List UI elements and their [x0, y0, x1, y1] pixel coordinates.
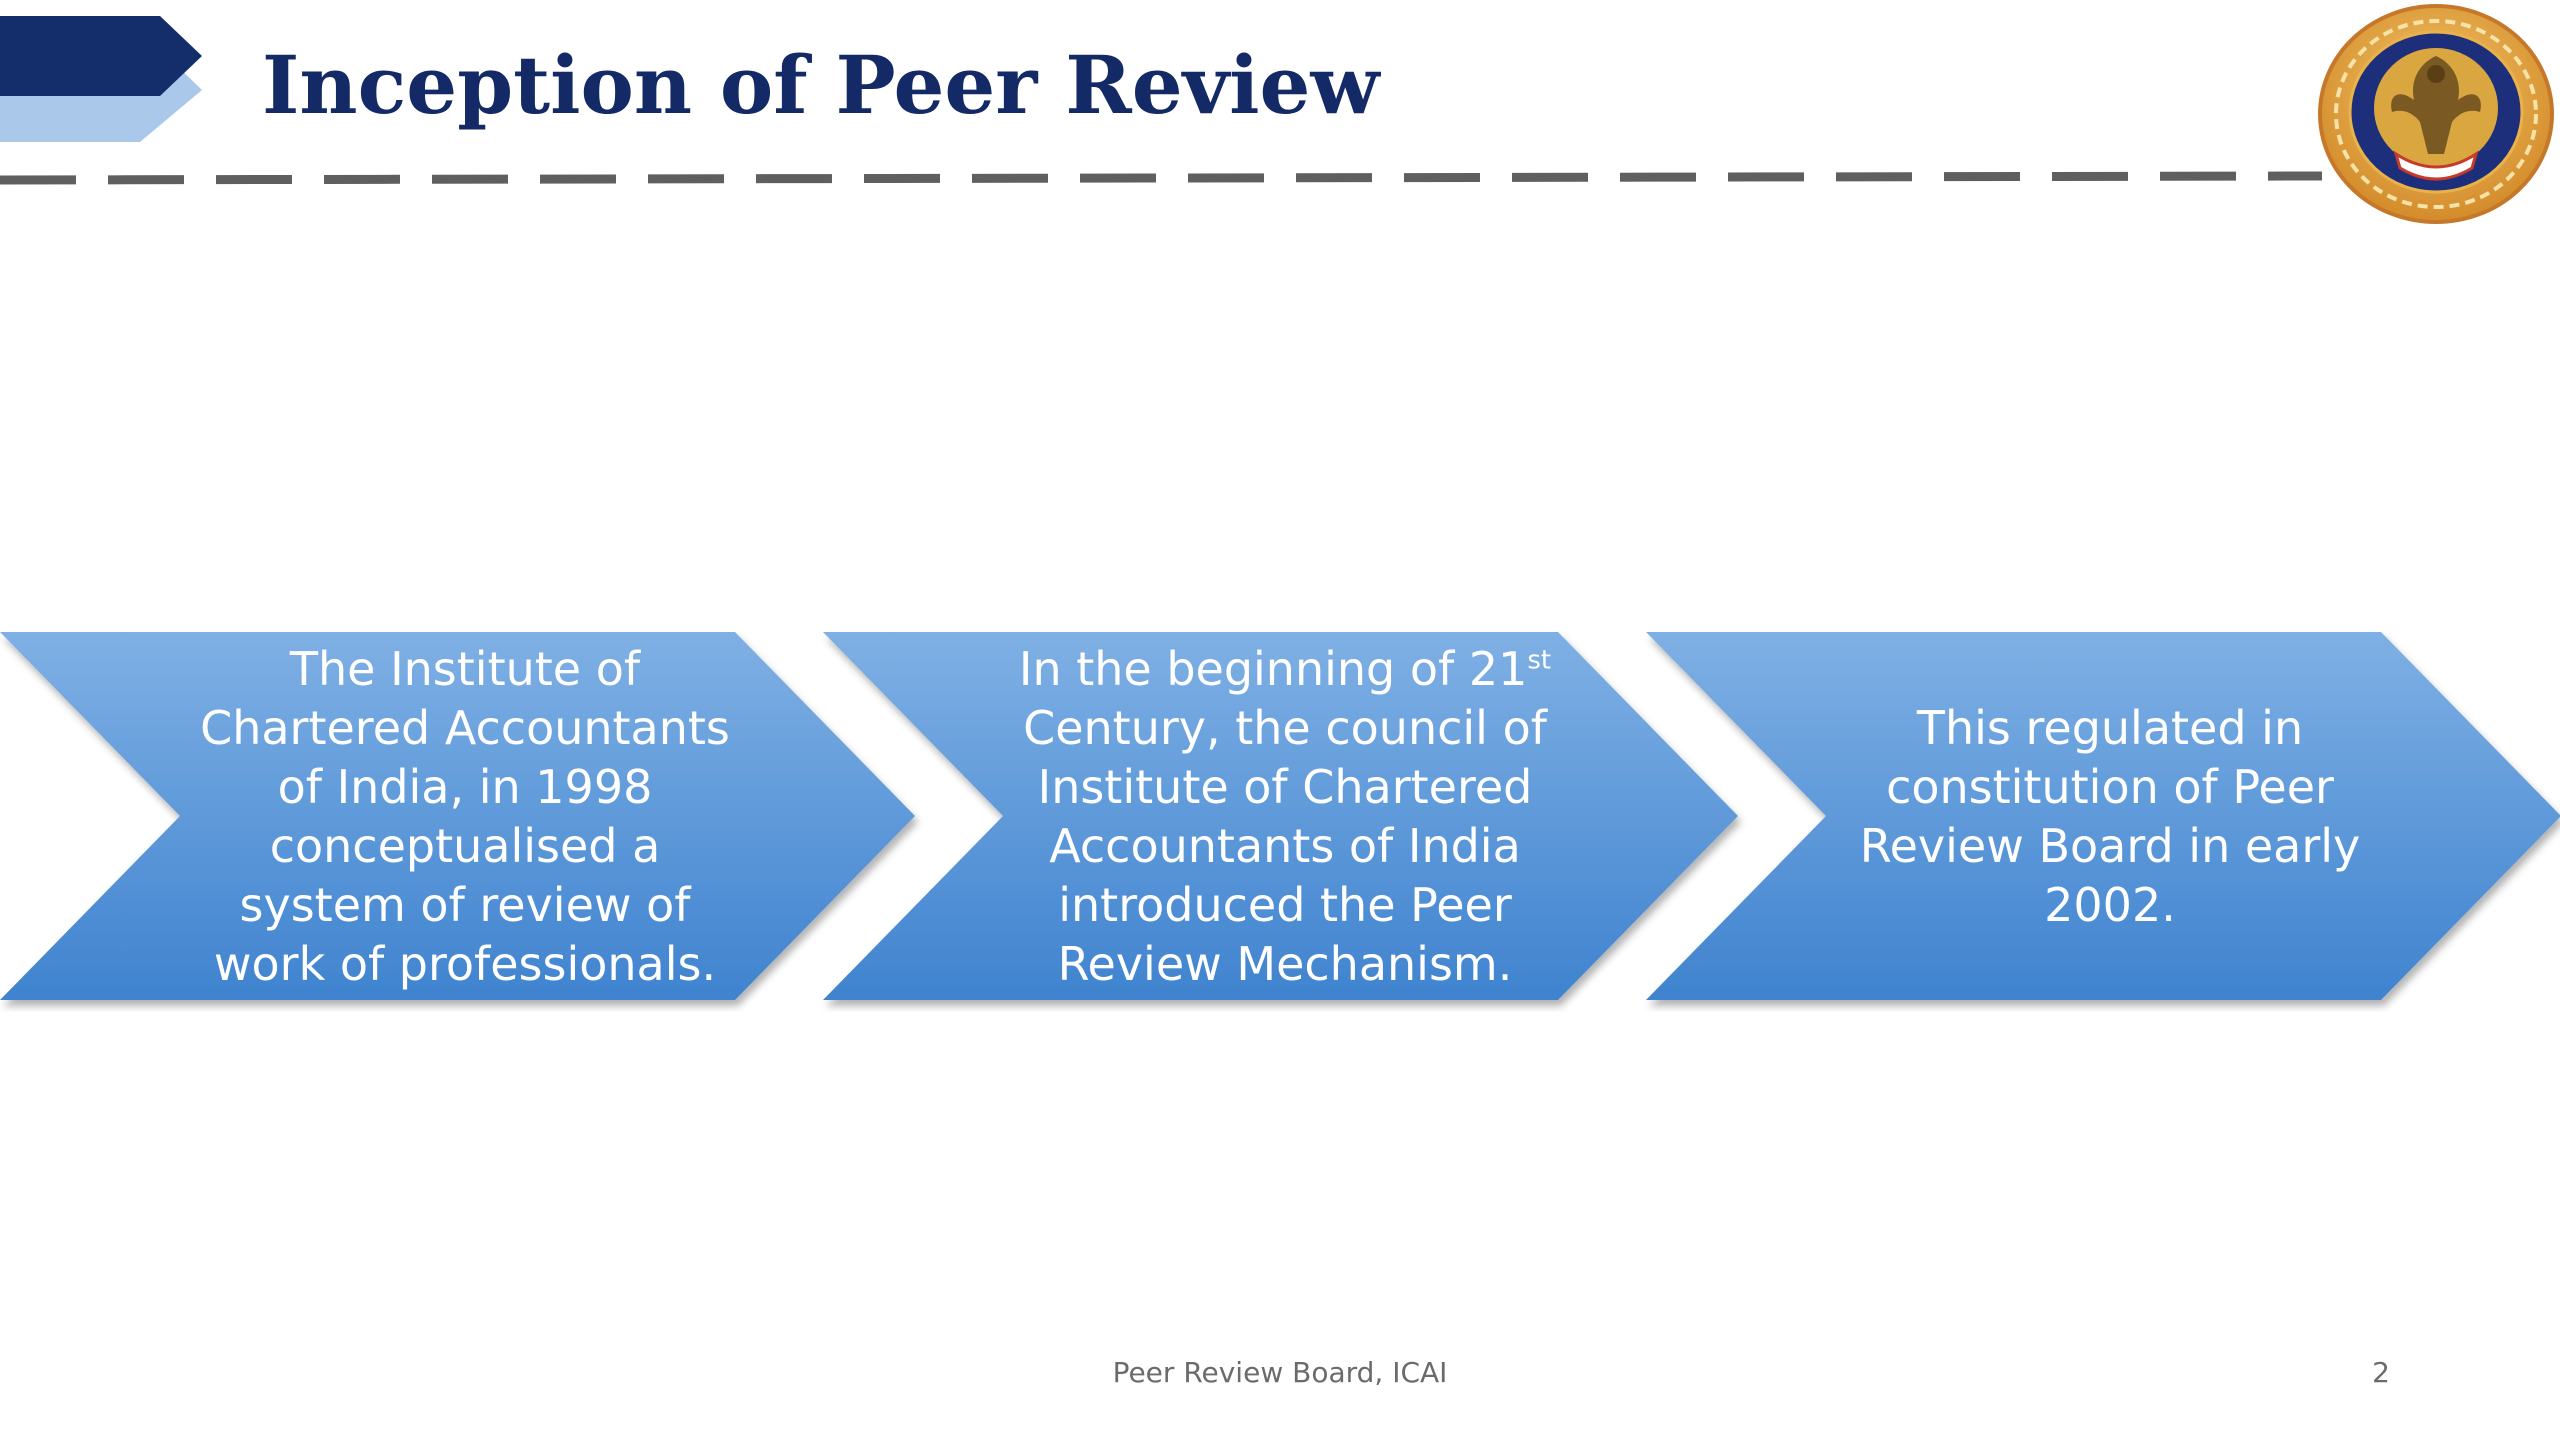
icai-emblem-icon — [2318, 4, 2554, 224]
step-3-line-4: 2002. — [2044, 878, 2176, 932]
step-2-line-1 — [1019, 640, 1551, 699]
step-1-line-1: The Institute of — [289, 642, 641, 696]
step-3-line-3: Review Board in early — [1859, 819, 2361, 873]
dashed-divider — [0, 160, 2340, 196]
step-3-text — [1800, 632, 2420, 1002]
step-2-line-6: Review Mechanism. — [1057, 937, 1513, 991]
step-1-text — [150, 632, 780, 1002]
slide-title: Inception of Peer Review — [262, 38, 1380, 132]
footer-text: Peer Review Board, ICAI — [1112, 1356, 1448, 1389]
step-3-line-1: This regulated in — [1916, 701, 2304, 755]
step-3-line-2: constitution of Peer — [1886, 760, 2334, 814]
page-number: 2 — [2372, 1356, 2390, 1389]
step-1-line-6: work of professionals. — [213, 937, 717, 991]
step-2-line-5: introduced the Peer — [1058, 878, 1512, 932]
step-2-text — [975, 632, 1595, 1002]
step-1-line-4: conceptualised a — [269, 819, 661, 873]
step-2-line-1-prefix: In the beginning of 21 — [1018, 642, 1528, 696]
step-2-line-4: Accountants of India — [1049, 819, 1521, 873]
step-1-line-5: system of review of — [239, 878, 691, 932]
step-2-line-2: Century, the council of — [1023, 701, 1547, 755]
step-2-superscript: st — [1527, 645, 1552, 676]
title-tab-decoration — [0, 0, 220, 150]
step-1-line-2: Chartered Accountants — [200, 701, 730, 755]
step-1-line-3: of India, in 1998 — [277, 760, 653, 814]
step-2-line-3: Institute of Chartered — [1037, 760, 1533, 814]
